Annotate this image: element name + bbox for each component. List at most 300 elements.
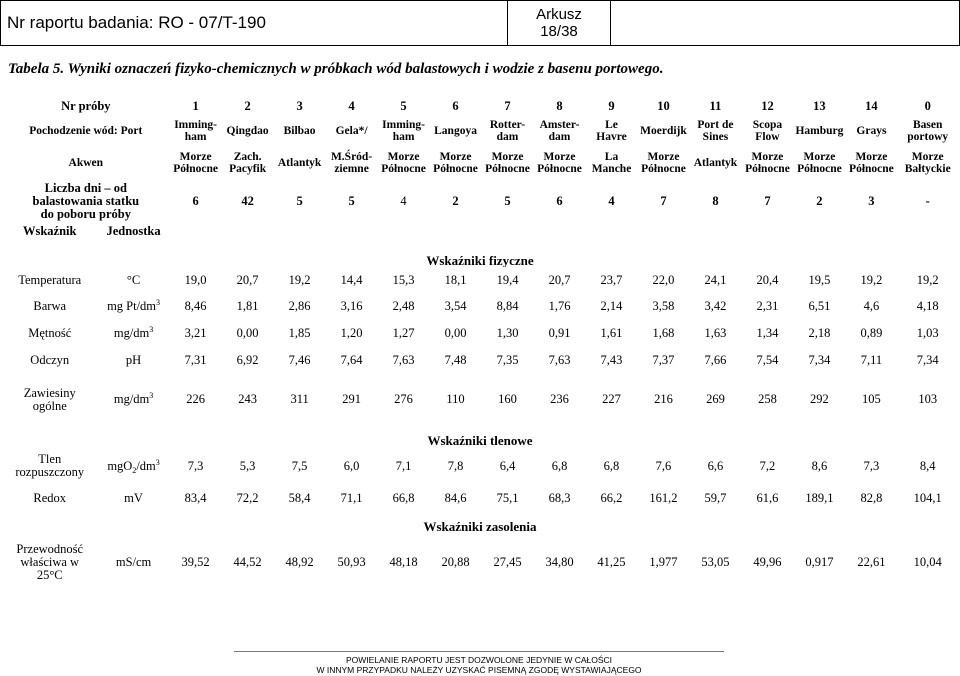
- measurement-value: 5,3: [239, 458, 256, 473]
- measurement-value: 1,03: [916, 326, 939, 340]
- measurement-value: 258: [758, 392, 777, 406]
- unit-cell: $mgO_2/dm^3$: [107, 457, 160, 475]
- data-row-barwa: [2, 293, 958, 320]
- measurement-value: 0,917: [805, 554, 834, 569]
- indicator-header: Wskaźnik: [22, 223, 77, 238]
- measurement-value: 58,4: [288, 490, 311, 505]
- origin-line: Imming-: [174, 119, 218, 131]
- measurement-value: 1,20: [340, 326, 363, 340]
- sheet-label: Arkusz: [536, 6, 582, 23]
- sample-number: 4: [348, 98, 355, 113]
- water-line: Północne: [641, 163, 686, 175]
- origin-line: Sines: [702, 131, 729, 143]
- measurement-value: 276: [394, 392, 413, 406]
- section-row: [2, 239, 958, 267]
- origin-line: Le: [605, 119, 618, 131]
- measurement-value: 15,3: [392, 272, 415, 287]
- measurement-value: 3,54: [444, 299, 467, 313]
- sample-number: 6: [452, 98, 459, 113]
- measurement-value: 2,14: [600, 299, 623, 313]
- days-value: 5: [296, 193, 303, 208]
- unit-cell: $mg/dm^3$: [113, 325, 154, 340]
- indicator-name: [2, 447, 97, 485]
- water-line: Pacyfik: [229, 163, 267, 175]
- measurement-value: 7,34: [808, 353, 831, 367]
- footer-rule: [234, 651, 724, 652]
- measurement-value: 160: [498, 392, 517, 406]
- measurement-value: 19,2: [860, 272, 883, 287]
- origin-line: Gela*/: [335, 125, 368, 137]
- water-line: M.Śród-: [330, 151, 373, 163]
- indicator-name: [2, 267, 97, 293]
- measurement-value: 227: [602, 392, 621, 406]
- origin-port: [170, 115, 222, 147]
- measurement-value: 68,3: [548, 490, 571, 505]
- measurement-value: 20,88: [441, 554, 470, 569]
- origin-port: [586, 115, 638, 147]
- measurement-value: 53,05: [701, 554, 730, 569]
- blank: [170, 223, 958, 239]
- measurement-value: 1,61: [600, 326, 623, 340]
- origin-port: [689, 115, 741, 147]
- measurement-value: 7,5: [291, 458, 308, 473]
- indicator-line: Odczyn: [30, 353, 70, 367]
- origin-port: [793, 115, 845, 147]
- water-line: Morze: [911, 151, 944, 163]
- water-line: La: [604, 151, 619, 163]
- indicator-line: Barwa: [33, 299, 67, 313]
- sample-number: 14: [865, 98, 878, 113]
- indicator-name: [2, 320, 97, 347]
- measurement-value: 83,4: [184, 490, 207, 505]
- indicator-line: Temperatura: [18, 272, 82, 287]
- origin-line: Basen: [913, 119, 943, 131]
- measurement-value: 7,1: [395, 458, 412, 473]
- indicator-line: ogólne: [32, 398, 67, 413]
- origin-line: Hamburg: [795, 125, 844, 137]
- days-value: 42: [241, 193, 254, 208]
- origin-line: ham: [392, 131, 415, 143]
- measurement-value: 1,68: [652, 326, 675, 340]
- water-body: [897, 147, 958, 179]
- origin-line: Moerdijk: [640, 125, 687, 137]
- indicator-line: Zawiesiny: [23, 385, 76, 400]
- footer-line-1: POWIELANIE RAPORTU JEST DOZWOLONE JEDYNIE W CAŁOŚCI: [345, 655, 613, 665]
- measurement-value: 41,25: [597, 554, 626, 569]
- days-label: [2, 179, 170, 223]
- measurement-value: 7,64: [340, 353, 363, 367]
- measurement-value: 6,8: [603, 458, 620, 473]
- measurement-value: 3,21: [184, 326, 207, 340]
- indicator-line: Tlen: [38, 452, 62, 466]
- table-caption: Tabela 5. Wyniki oznaczeń fizyko-chemicznych w próbkach wód balastowych i wodzie z basenu portowego.: [8, 61, 664, 77]
- measurement-value: 8,4: [919, 458, 936, 473]
- water-line: Zach.: [233, 151, 262, 163]
- unit-subscript: 2: [132, 465, 137, 475]
- measurement-value: 216: [654, 392, 673, 406]
- origin-line: Imming-: [382, 119, 425, 131]
- measurement-value: 66,8: [392, 490, 415, 505]
- unit-cell: °C: [126, 272, 141, 287]
- measurement-value: 7,66: [704, 353, 727, 367]
- indicator-name: [2, 347, 97, 374]
- row-days: [2, 179, 958, 223]
- measurement-value: 4,18: [916, 299, 939, 313]
- days-value: 7: [764, 193, 771, 208]
- unit-superscript: 3: [155, 457, 160, 467]
- water-line: Północne: [433, 163, 478, 175]
- measurement-value: 243: [238, 392, 257, 406]
- water-body: [222, 147, 274, 179]
- measurement-value: 7,34: [916, 353, 939, 367]
- days-value: 7: [660, 193, 667, 208]
- days-value: 5: [504, 193, 511, 208]
- water-body-label: Akwen: [68, 157, 104, 169]
- measurement-value: 1,63: [704, 326, 727, 340]
- measurement-value: 1,34: [756, 326, 779, 340]
- measurement-value: 22,61: [857, 554, 886, 569]
- measurement-value: 75,1: [496, 490, 519, 505]
- water-body: [170, 147, 222, 179]
- footer-line-2: W INNYM PRZYPADKU NALEŻY UZYSKAĆ PISEMNĄ ZGODĘ WYSTAWIAJĄCEGO: [316, 665, 642, 675]
- water-line: Atlantyk: [277, 157, 322, 169]
- days-value: 5: [348, 193, 355, 208]
- measurement-value: 59,7: [704, 490, 727, 505]
- water-line: Północne: [849, 163, 894, 175]
- sample-number: 9: [608, 98, 615, 113]
- measurement-value: 6,92: [236, 353, 259, 367]
- measurement-value: 0,89: [860, 326, 883, 340]
- measurement-value: 292: [810, 392, 829, 406]
- row-sample-number: [2, 97, 958, 115]
- origin-port: [378, 115, 430, 147]
- sample-number: 10: [657, 98, 670, 113]
- section-row: [2, 511, 958, 533]
- measurement-value: 2,86: [288, 299, 311, 313]
- measurement-value: 19,2: [288, 272, 311, 287]
- measurement-value: 66,2: [600, 490, 623, 505]
- measurement-value: 27,45: [493, 554, 522, 569]
- measurement-value: 0,00: [444, 326, 467, 340]
- measurement-value: 2,18: [808, 326, 831, 340]
- origin-line: Qingdao: [226, 125, 269, 137]
- measurement-value: 0,00: [236, 326, 259, 340]
- measurement-value: 19,4: [496, 272, 519, 287]
- measurement-value: 48,92: [285, 554, 314, 569]
- water-line: Morze: [543, 151, 576, 163]
- measurement-value: 14,4: [340, 272, 363, 287]
- water-line: Morze: [387, 151, 420, 163]
- water-line: ziemne: [334, 163, 369, 175]
- origin-line: Grays: [856, 125, 887, 137]
- measurement-value: 44,52: [233, 554, 262, 569]
- measurement-value: 18,1: [444, 272, 467, 287]
- measurement-value: 7,3: [187, 458, 204, 473]
- report-number: Nr raportu badania: RO - 07/T-190: [1, 1, 508, 45]
- origin-line: dam: [496, 131, 519, 143]
- measurement-value: 7,43: [600, 353, 623, 367]
- data-row-odczyn: [2, 347, 958, 374]
- sample-number: 5: [400, 98, 407, 113]
- sample-number: 12: [761, 98, 774, 113]
- row-column-headers: [2, 223, 958, 239]
- measurement-value: 103: [918, 392, 938, 406]
- water-line: Morze: [855, 151, 888, 163]
- sheet-number: 18/38: [540, 23, 578, 40]
- indicator-name: [2, 533, 97, 591]
- days-value: -: [925, 193, 930, 208]
- origin-line: Flow: [755, 131, 780, 143]
- measurement-value: 6,0: [343, 458, 360, 473]
- measurement-value: 20,4: [756, 272, 779, 287]
- sample-number: 1: [192, 98, 199, 113]
- measurement-value: 72,2: [236, 490, 259, 505]
- days-label-line: balastowania statku: [32, 193, 140, 208]
- origin-port: [845, 115, 897, 147]
- origin-line: Rotter-: [489, 119, 526, 131]
- measurement-value: 10,04: [913, 554, 942, 569]
- origin-port: [326, 115, 378, 147]
- water-line: Północne: [797, 163, 842, 175]
- water-line: Morze: [179, 151, 212, 163]
- water-line: Morze: [803, 151, 836, 163]
- water-body: [845, 147, 897, 179]
- measurement-value: 7,46: [288, 353, 311, 367]
- origin-line: portowy: [907, 131, 949, 143]
- water-line: Morze: [439, 151, 472, 163]
- measurement-value: 71,1: [340, 490, 363, 505]
- water-line: Północne: [537, 163, 582, 175]
- measurement-value: 3,16: [340, 299, 363, 313]
- measurement-value: 1,81: [236, 299, 259, 313]
- measurement-value: 20,7: [548, 272, 571, 287]
- indicator-line: Mętność: [28, 326, 72, 340]
- section-row: [2, 425, 958, 447]
- measurement-value: 82,8: [860, 490, 883, 505]
- measurement-value: 1,30: [496, 326, 519, 340]
- section-title: Wskaźniki fizyczne: [426, 253, 534, 267]
- days-value: 6: [192, 193, 199, 208]
- water-body: [689, 147, 741, 179]
- indicator-name: [2, 293, 97, 320]
- origin-line: Bilbao: [283, 125, 316, 137]
- origin-line: ham: [184, 131, 207, 143]
- measurement-value: 7,48: [444, 353, 467, 367]
- measurement-value: 189,1: [805, 490, 834, 505]
- water-body: [326, 147, 378, 179]
- results-table: [2, 97, 958, 591]
- measurement-value: 0,91: [548, 326, 571, 340]
- measurement-value: 2,31: [756, 299, 779, 313]
- measurement-value: 34,80: [545, 554, 574, 569]
- measurement-value: 7,31: [184, 353, 207, 367]
- water-line: Północne: [173, 163, 218, 175]
- measurement-value: 269: [706, 392, 725, 406]
- water-line: Północne: [485, 163, 530, 175]
- measurement-value: 7,8: [447, 458, 464, 473]
- sample-number: 13: [813, 98, 826, 113]
- measurement-value: 7,63: [548, 353, 571, 367]
- measurement-value: 61,6: [756, 490, 779, 505]
- row-origin: [2, 115, 958, 147]
- data-row-przewodnosc: [2, 533, 958, 591]
- measurement-value: 22,0: [652, 272, 675, 287]
- unit-cell: mg $Pt/dm^3$: [107, 298, 161, 313]
- sample-number-label: Nr próby: [61, 98, 111, 113]
- indicator-name: [2, 485, 97, 511]
- measurement-value: 2,48: [392, 299, 415, 313]
- measurement-value: 8,6: [811, 458, 828, 473]
- water-body: [274, 147, 326, 179]
- indicator-line: Przewodność: [16, 541, 84, 556]
- water-line: Morze: [491, 151, 524, 163]
- water-line: Morze: [751, 151, 784, 163]
- measurement-value: 7,54: [756, 353, 779, 367]
- origin-line: Amster-: [539, 119, 580, 131]
- measurement-value: 23,7: [600, 272, 623, 287]
- origin-port: [222, 115, 274, 147]
- water-line: Bałtyckie: [904, 163, 951, 175]
- origin-port: [637, 115, 689, 147]
- data-row-metnosc: [2, 320, 958, 347]
- origin-line: Langoya: [434, 125, 477, 137]
- sample-number: 2: [244, 98, 251, 113]
- water-line: Północne: [381, 163, 426, 175]
- sample-number: 3: [296, 98, 303, 113]
- water-line: Atlantyk: [693, 157, 738, 169]
- section-title: Wskaźniki tlenowe: [427, 433, 533, 447]
- measurement-value: 1,27: [392, 326, 415, 340]
- measurement-value: 49,96: [753, 554, 782, 569]
- section-title: Wskaźniki zasolenia: [423, 519, 537, 533]
- measurement-value: 236: [550, 392, 569, 406]
- measurement-value: 7,37: [652, 353, 675, 367]
- sheet-box: [508, 1, 611, 45]
- measurement-value: 105: [862, 392, 881, 406]
- days-value: 8: [712, 193, 719, 208]
- measurement-value: 226: [186, 392, 205, 406]
- measurement-value: 6,51: [808, 299, 831, 313]
- water-body: [793, 147, 845, 179]
- data-row-zawiesiny: [2, 374, 958, 425]
- water-body: [586, 147, 638, 179]
- measurement-value: 311: [290, 392, 309, 406]
- indicator-line: Redox: [33, 490, 67, 505]
- origin-label: Pochodzenie wód: Port: [29, 125, 143, 137]
- measurement-value: 8,46: [184, 299, 207, 313]
- measurement-value: 20,7: [236, 272, 259, 287]
- unit-cell: mS/cm: [115, 554, 152, 569]
- report-header: [0, 0, 960, 46]
- water-body: [378, 147, 430, 179]
- origin-line: Scopa: [752, 119, 783, 131]
- water-body: [430, 147, 482, 179]
- row-water-body: [2, 147, 958, 179]
- measurement-value: 39,52: [181, 554, 210, 569]
- water-line: Północne: [745, 163, 790, 175]
- copyright-footer: [234, 655, 724, 675]
- measurement-value: 291: [342, 392, 361, 406]
- measurement-value: 3,42: [704, 299, 727, 313]
- unit-superscript: 3: [156, 298, 161, 307]
- data-row-tlen: [2, 447, 958, 485]
- data-row-redox: [2, 485, 958, 511]
- origin-line: Havre: [596, 131, 627, 143]
- measurement-value: 24,1: [704, 272, 727, 287]
- measurement-value: 8,84: [496, 299, 519, 313]
- measurement-value: 3,58: [652, 299, 675, 313]
- measurement-value: 7,2: [759, 458, 776, 473]
- origin-port: [897, 115, 958, 147]
- measurement-value: 4,6: [863, 299, 880, 313]
- measurement-value: 110: [446, 392, 465, 406]
- measurement-value: 7,63: [392, 353, 415, 367]
- days-value: 6: [556, 193, 563, 208]
- measurement-value: 6,4: [499, 458, 516, 473]
- sample-number: 0: [924, 98, 931, 113]
- measurement-value: 6,6: [707, 458, 724, 473]
- measurement-value: 7,35: [496, 353, 519, 367]
- origin-line: Port de: [697, 119, 734, 131]
- water-body: [482, 147, 534, 179]
- origin-port: [482, 115, 534, 147]
- days-label-line: do poboru próby: [40, 206, 131, 221]
- origin-port: [741, 115, 793, 147]
- water-line: Manche: [591, 163, 632, 175]
- sample-number: 7: [504, 98, 511, 113]
- unit-cell: mV: [124, 490, 143, 505]
- measurement-value: 7,3: [863, 458, 880, 473]
- measurement-value: 7,6: [655, 458, 672, 473]
- days-value: 4: [400, 193, 407, 208]
- measurement-value: 19,5: [808, 272, 831, 287]
- days-label-line: Liczba dni – od: [44, 180, 127, 195]
- water-body: [534, 147, 586, 179]
- unit-header: Jednostka: [106, 223, 161, 238]
- sample-number: 11: [709, 98, 722, 113]
- indicator-name: [2, 374, 97, 425]
- unit-superscript: 3: [149, 325, 154, 334]
- data-row-temperatura: [2, 267, 958, 293]
- sample-number: 8: [556, 98, 563, 113]
- measurement-value: 19,0: [184, 272, 207, 287]
- water-body: [741, 147, 793, 179]
- indicator-line: rozpuszczony: [15, 465, 85, 479]
- water-line: Morze: [647, 151, 680, 163]
- measurement-value: 161,2: [649, 490, 678, 505]
- origin-line: dam: [548, 131, 571, 143]
- measurement-value: 84,6: [444, 490, 467, 505]
- measurement-value: 1,76: [548, 299, 571, 313]
- days-value: 3: [868, 193, 875, 208]
- unit-superscript: 3: [149, 391, 154, 400]
- measurement-value: 7,11: [860, 353, 883, 367]
- origin-port: [274, 115, 326, 147]
- measurement-value: 1,85: [288, 326, 311, 340]
- measurement-value: 6,8: [551, 458, 568, 473]
- indicator-line: właściwa w: [20, 554, 80, 569]
- days-value: 2: [452, 193, 459, 208]
- measurement-value: 19,2: [916, 272, 939, 287]
- measurement-value: 1,977: [649, 554, 678, 569]
- indicator-line: 25°C: [36, 567, 63, 582]
- water-body: [637, 147, 689, 179]
- unit-cell: pH: [125, 353, 142, 367]
- measurement-value: 50,93: [337, 554, 366, 569]
- measurement-value: 48,18: [389, 554, 418, 569]
- days-value: 2: [816, 193, 823, 208]
- origin-port: [534, 115, 586, 147]
